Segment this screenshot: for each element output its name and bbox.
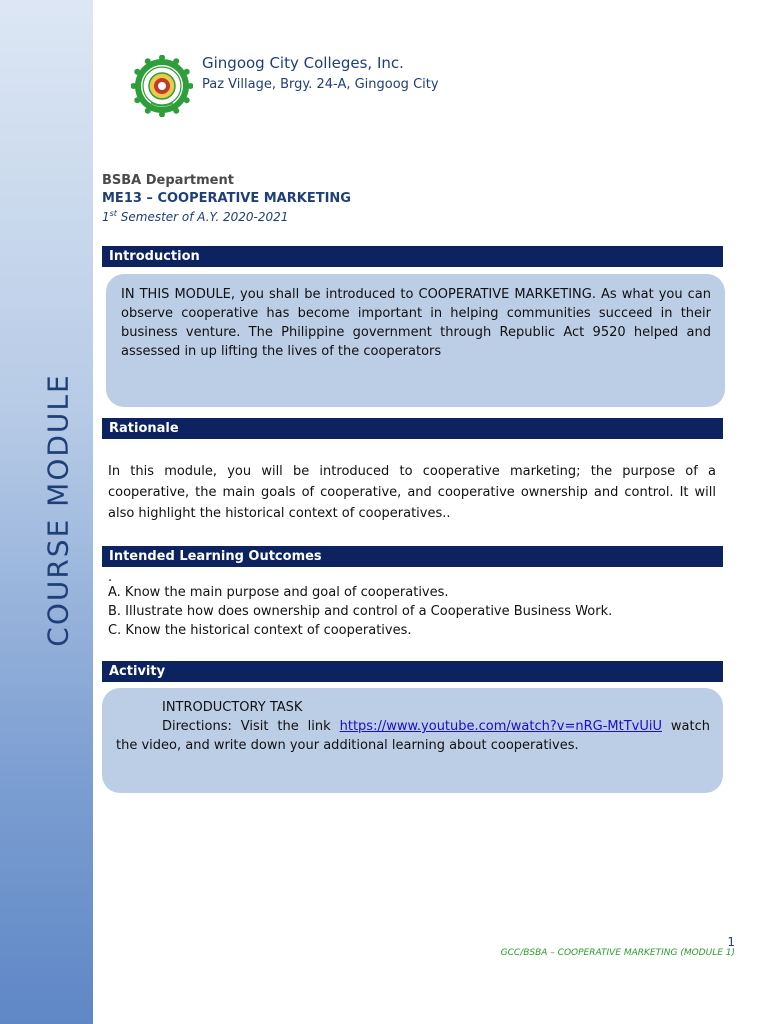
department-label: BSBA Department (102, 173, 234, 188)
rationale-text: In this module, you will be introduced to cooperative marketing; the purpose of a cooperative, the main goals of cooperative, and cooperative ownership and control. It will also highlight the historical context of cooperatives.. (108, 464, 716, 521)
page-number: 1 (727, 935, 735, 949)
semester-label (102, 209, 288, 224)
sidebar-title: COURSE MODULE (41, 373, 75, 647)
school-seal-icon (131, 55, 193, 117)
list-item: B. Illustrate how does ownership and control of a Cooperative Business Work. (108, 604, 613, 619)
activity-directions (116, 717, 710, 755)
footer-text: GCC/BSBA – COOPERATIVE MARKETING (MODULE 1) (500, 948, 735, 958)
semester-ordinal: st (109, 209, 117, 218)
ilo-heading: Intended Learning Outcomes (102, 546, 723, 567)
list-item: C. Know the historical context of cooperatives. (108, 623, 412, 638)
introduction-heading: Introduction (102, 246, 723, 267)
list-item: A. Know the main purpose and goal of cooperatives. (108, 585, 449, 600)
ilo-dot: . (108, 570, 113, 585)
activity-task-title: INTRODUCTORY TASK (162, 700, 303, 715)
course-title: ME13 – COOPERATIVE MARKETING (102, 191, 351, 206)
college-name: Gingoog City Colleges, Inc. (202, 54, 404, 72)
introduction-box (106, 274, 725, 407)
activity-box (102, 688, 723, 793)
semester-number: 1 (102, 210, 110, 224)
rationale-heading: Rationale (102, 418, 723, 439)
directions-suffix: watch the video, and write down your additional learning about cooperatives. (116, 719, 711, 753)
directions-prefix: Directions: Visit the link (162, 719, 340, 734)
college-address: Paz Village, Brgy. 24-A, Gingoog City (202, 77, 439, 92)
ilo-list (108, 570, 716, 640)
semester-text: Semester of A.Y. 2020-2021 (116, 210, 289, 224)
sidebar-band (0, 0, 93, 1024)
introduction-text: IN THIS MODULE, you shall be introduced to COOPERATIVE MARKETING. As what you can observe cooperative has become important in helping communities succeed in their business venture. The Philippine government through Republic Act 9520 helped and assessed in up lifting the lives of the cooperators (121, 287, 711, 359)
activity-heading: Activity (102, 661, 723, 682)
youtube-link[interactable]: https://www.youtube.com/watch?v=nRG-MtTvUiU (339, 719, 662, 734)
